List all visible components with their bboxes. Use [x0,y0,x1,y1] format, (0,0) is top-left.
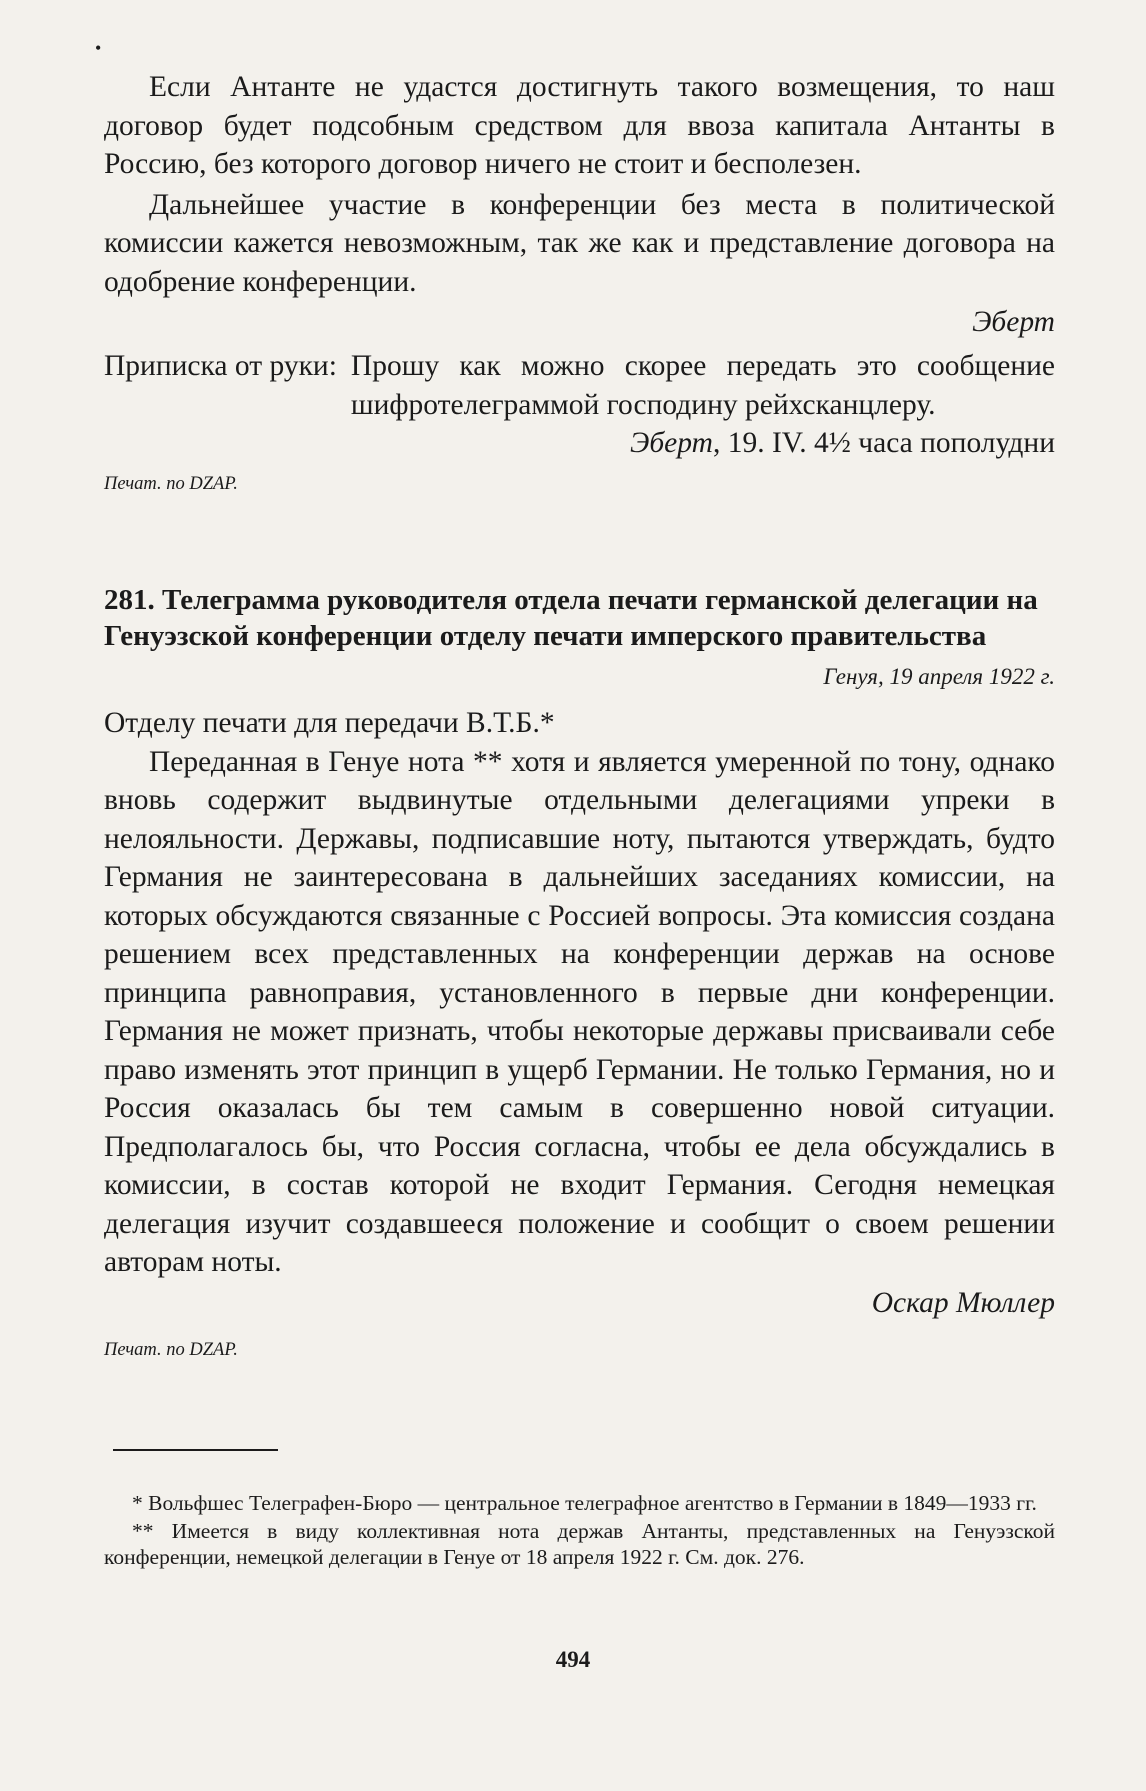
paragraph-1: Если Антанте не удастся достигнуть такого возмещения, то наш договор будет подсобным средством для ввоза капитала Антанты в Россию, без которого договор ничего не стоит и бесполезен. [104,71,1055,180]
signature-mueller: Оскар Мюллер [871,1286,1055,1319]
top-text-block [104,68,1055,496]
place-date: Генуя, 19 апреля 1922 г. [823,664,1055,689]
document-281 [104,582,1055,1362]
note-date: , 19. IV. 4½ часа пополудни [712,427,1055,459]
margin-dot: • [95,38,102,58]
footnotes [104,1490,1055,1570]
note-signature: Эберт [630,427,713,459]
handwritten-note-text: Прошу как можно скорее передать это сообщение шифротелеграммой господину рейхсканцлеру. [350,350,1055,421]
addressee: Отделу печати для передачи В.Т.Б.* [104,707,555,739]
paragraph-2: Дальнейшее участие в конференции без места в политической комиссии кажется невозможным, так же как и представление договора на одобрение конференции. [104,188,1055,298]
signature-ebert: Эберт [972,306,1055,338]
handwritten-note [104,347,1055,424]
source-note-1: Печат. по DZAP. [104,474,238,494]
footnote-2: ** Имеется в виду коллективная нота держав Антанты, представленных на Генуэзской конференции, немецкой делегации в Генуе от 18 апреля 1922 г. См. док. 276. [104,1519,1055,1569]
note-signature-line [104,424,1055,462]
source-note-2: Печат. по DZAP. [104,1339,238,1360]
document-heading: 281. Телеграмма руководителя отдела печати германской делегации на Генуэзской конференции отделу печати имперского правительства [104,584,1038,652]
handwritten-note-label: Приписка от руки: [104,350,337,382]
telegram-body: Переданная в Генуе нота ** хотя и является умеренной по тону, однако вновь содержит выдвинутые отдельными делегациями упреки в нелояльности. Державы, подписавшие ноту, пытаются утверждать, будто Германия не заинтересована в дальнейших заседаниях комиссии, на которых обсуждаются связанные с Россией вопросы. Эта комиссия создана решением всех представленных на конференции держав на основе принципа равноправия, установленного в первые дни конференции. Германия не может признать, чтобы некоторые державы присваивали себе право изменять этот принцип в ущерб Германии. Не только Германия, но и Россия оказалась бы тем самым в совершенно новой ситуации. Предполагалось бы, что Россия согласна, чтобы ее дела обсуждались в комиссии, в состав которой не входит Германия. Сегодня немецкая делегация изучит создавшееся положение и сообщит о своем решении авторам ноты. [104,745,1055,1278]
page-number: 494 [555,1647,591,1672]
footnote-divider [113,1449,278,1451]
footnote-1: * Вольфшес Телеграфен-Бюро — центральное телеграфное агентство в Германии в 1849—1933 гг. [132,1491,1037,1515]
